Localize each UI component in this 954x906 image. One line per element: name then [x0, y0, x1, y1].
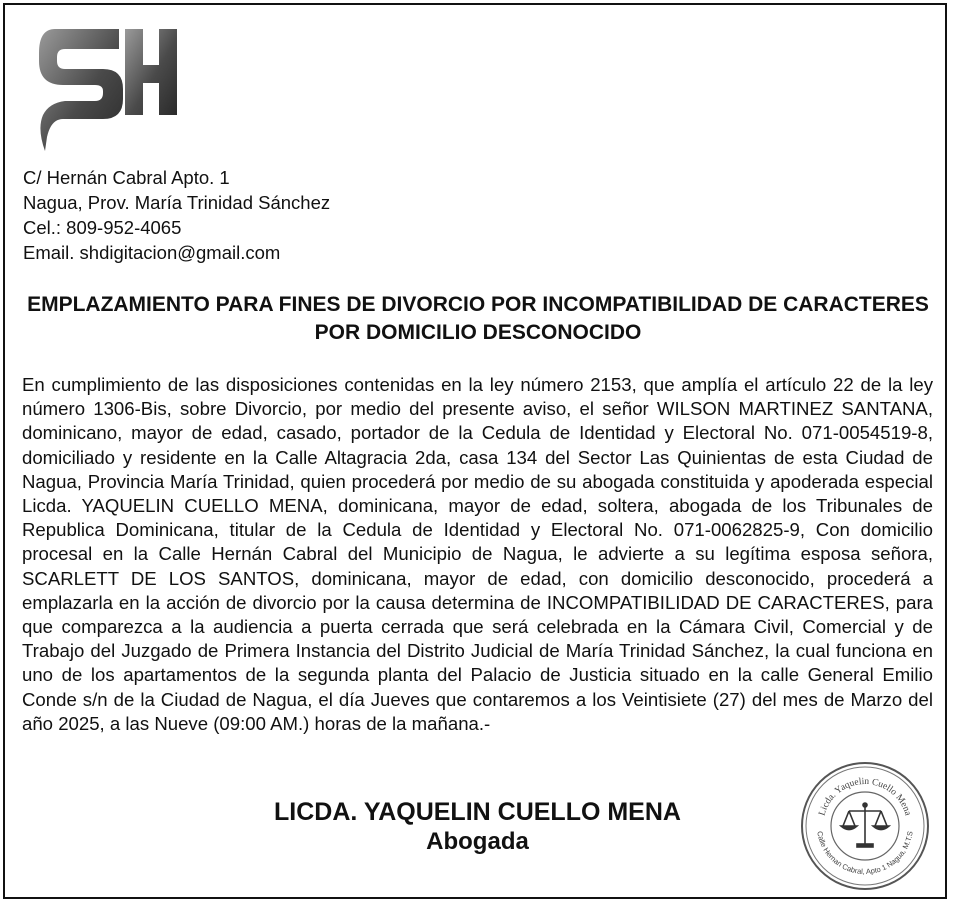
- scales-of-justice-icon: [841, 803, 889, 847]
- lawyer-seal: [799, 760, 931, 892]
- contact-email: Email. shdigitacion@gmail.com: [23, 242, 281, 263]
- notice-body: En cumplimiento de las disposiciones contenidas en la ley número 2153, que amplía el artículo 22 de la ley número 1306-Bis, sobre Divorcio, por medio del presente aviso, el señor WILSON MARTINEZ SANTANA, dominicano, mayor de edad, casado, portador de la Cedula de Identidad y Electoral No. 071-0054519-8, domiciliado y residente en la Calle Altagracia 2da, casa 134 del Sector Las Quinientas de esta Ciudad de Nagua, Provincia María Trinidad, quien procederá por medio de su abogada constituida y apoderada especial Licda. YAQUELIN CUELLO MENA, dominicana, mayor de edad, soltera, abogada de los Tribunales de Republica Dominicana, titular de la Cedula de Identidad y Electoral No. 071-0062825-9, Con domicilio procesal en la Calle Hernán Cabral del Municipio de Nagua, le advierte a su legítima esposa señora, SCARLETT DE LOS SANTOS, dominicana, mayor de edad, con domicilio desconocido, procederá a emplazarla en la acción de divorcio por la causa determina de INCOMPATIBILIDAD DE CARACTERES, para que comparezca a la audiencia a puerta cerrada que será celebrada en la Cámara Civil, Comercial y de Trabajo del Juzgado de Primera Instancia del Distrito Judicial de María Trinidad Sánchez, la cual funciona en uno de los apartamentos de la segunda planta del Palacio de Justicia situado en la calle General Emilio Conde s/n de la Ciudad de Nagua, el día Jueves que contaremos a los Veintisiete (27) del mes de Marzo del año 2025, a las Nueve (09:00 AM.) horas de la mañana.-: [22, 374, 933, 734]
- signature-role: Abogada: [426, 828, 529, 855]
- contact-city: Nagua, Prov. María Trinidad Sánchez: [23, 192, 331, 213]
- signature-name: LICDA. YAQUELIN CUELLO MENA: [274, 798, 681, 826]
- seal-bottom-text: Calle Hernan Cabral, Apto 1 Nagua, M.T.S: [815, 830, 915, 877]
- contact-phone: Cel.: 809-952-4065: [23, 217, 182, 238]
- signature-block: [205, 797, 750, 856]
- contact-block: [23, 165, 330, 265]
- seal-top-text: Licda. Yaquelin Cuello Mena: [817, 776, 913, 817]
- sh-logo-text: SH: [108, 149, 110, 150]
- notice-frame: [3, 3, 947, 899]
- sh-logo: [33, 19, 183, 159]
- contact-address: C/ Hernán Cabral Apto. 1: [23, 167, 230, 188]
- notice-title: EMPLAZAMIENTO PARA FINES DE DIVORCIO POR INCOMPATIBILIDAD DE CARACTERES POR DOMICILIO DESCONOCIDO: [27, 293, 929, 344]
